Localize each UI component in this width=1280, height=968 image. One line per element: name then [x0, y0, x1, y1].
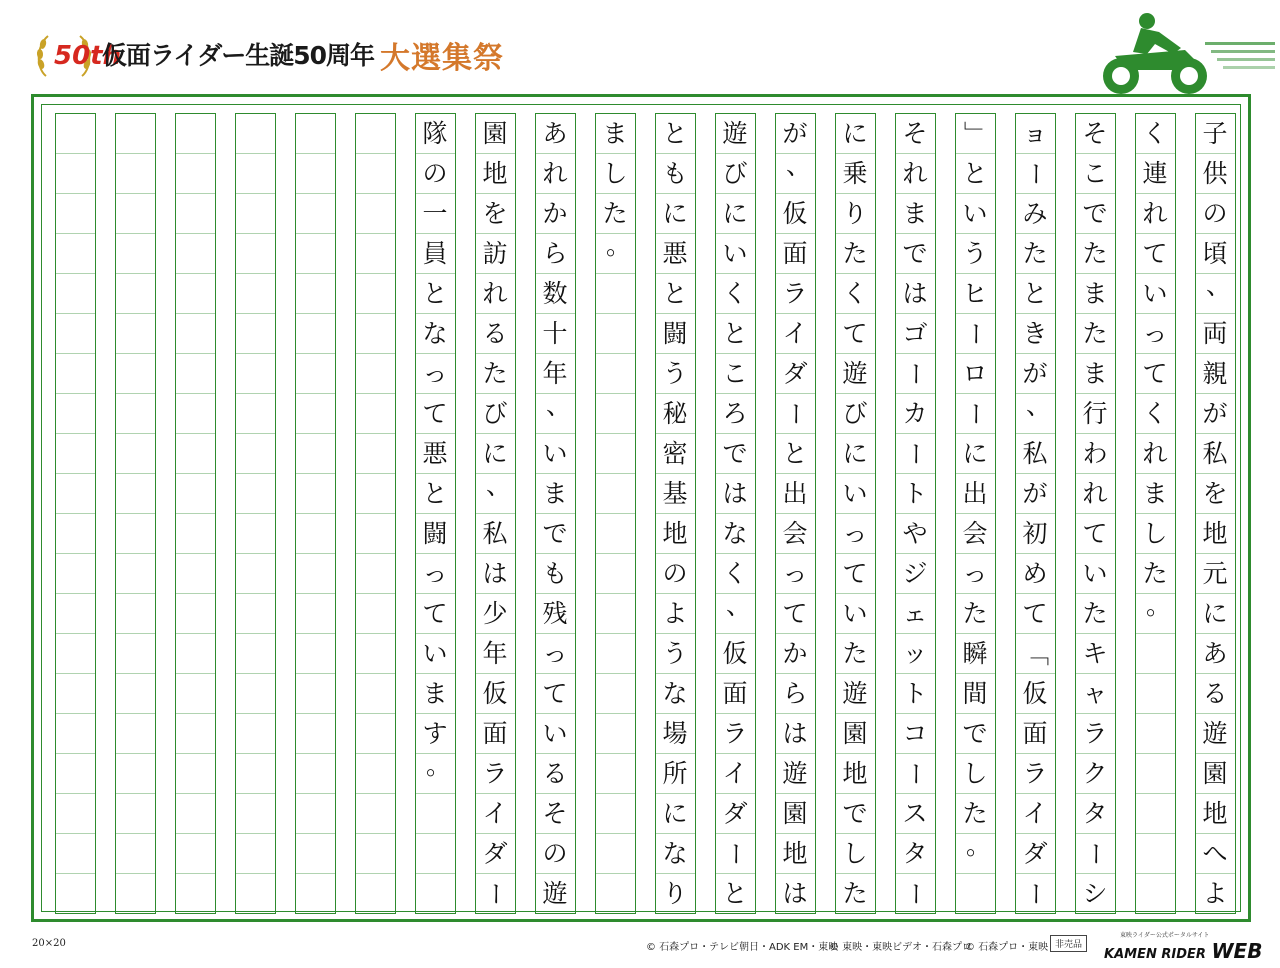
manuscript-character: 地 [1202, 518, 1228, 548]
manuscript-character: 仮 [722, 638, 748, 668]
manuscript-character: れ [482, 278, 508, 308]
manuscript-character: わ [1082, 438, 1108, 468]
manuscript-character: が [1022, 478, 1048, 508]
manuscript-character: れ [1082, 478, 1108, 508]
manuscript-column [835, 113, 875, 913]
manuscript-character: ー [1020, 160, 1050, 186]
manuscript-character: イ [722, 758, 748, 788]
manuscript-character: っ [422, 358, 448, 388]
manuscript-character: り [662, 878, 688, 908]
rider-motorcycle-illustration [1085, 8, 1275, 98]
manuscript-character: 連 [1142, 158, 1168, 188]
manuscript-character: た [482, 358, 508, 388]
manuscript-character: い [722, 238, 748, 268]
manuscript-character: 闘 [662, 318, 688, 348]
manuscript-character: の [542, 838, 568, 868]
manuscript-character: は [482, 558, 508, 588]
manuscript-character: ャ [1082, 678, 1108, 708]
manuscript-character: の [662, 558, 688, 588]
manuscript-character: イ [782, 318, 808, 348]
manuscript-character: で [902, 238, 928, 268]
manuscript-character: も [662, 158, 688, 188]
manuscript-character: ー [900, 760, 930, 786]
page-subtitle: 大選集祭 [380, 41, 504, 76]
manuscript-character: 遊 [842, 678, 868, 708]
manuscript-character: か [782, 638, 808, 668]
manuscript-character: タ [902, 838, 928, 868]
manuscript-character: と [422, 478, 448, 508]
manuscript-character: ー [960, 320, 990, 346]
manuscript-character: な [662, 678, 688, 708]
manuscript-character: て [422, 398, 448, 428]
manuscript-character: な [422, 318, 448, 348]
manuscript-character: と [782, 438, 808, 468]
manuscript-character: に [722, 198, 748, 228]
manuscript-character: の [422, 158, 448, 188]
manuscript-character: と [662, 118, 688, 148]
grid-column [116, 114, 156, 914]
manuscript-character: を [1202, 478, 1228, 508]
manuscript-character: っ [962, 558, 988, 588]
manuscript-character: や [902, 518, 928, 548]
manuscript-character: 仮 [1022, 678, 1048, 708]
copyright-credit-1: © 石森プロ・テレビ朝日・ADK EM・東映 [646, 942, 839, 953]
manuscript-character: ダ [482, 838, 508, 868]
manuscript-character: は [782, 718, 808, 748]
manuscript-character: び [482, 398, 508, 428]
manuscript-character: ク [1082, 758, 1108, 788]
manuscript-character: ー [900, 880, 930, 906]
manuscript-character: り [842, 198, 868, 228]
manuscript-character: ー [900, 440, 930, 466]
manuscript-grid [42, 105, 1242, 913]
grid-size-label: 20×20 [32, 938, 66, 949]
manuscript-character: ー [480, 880, 510, 906]
manuscript-character: て [842, 318, 868, 348]
manuscript-character: す [422, 718, 448, 748]
manuscript-character: び [842, 398, 868, 428]
brand-name: KAMEN RIDER [1104, 947, 1206, 962]
manuscript-character: 隊 [422, 118, 448, 148]
emblem-text: 50th [54, 41, 122, 71]
manuscript-character: 「 [1020, 640, 1050, 666]
manuscript-character: る [482, 318, 508, 348]
manuscript-character: な [722, 518, 748, 548]
manuscript-character: 初 [1022, 518, 1048, 548]
manuscript-character: カ [902, 398, 928, 428]
manuscript-character: 」 [960, 120, 990, 146]
not-for-sale-badge: 非売品 [1050, 935, 1087, 952]
manuscript-character: そ [542, 798, 568, 828]
manuscript-character: 少 [482, 598, 508, 628]
manuscript-character: ー [720, 840, 750, 866]
manuscript-character: 。 [425, 751, 451, 780]
manuscript-character: 瞬 [962, 638, 988, 668]
manuscript-character: い [1142, 278, 1168, 308]
manuscript-column [1135, 113, 1175, 913]
manuscript-character: ま [1142, 478, 1168, 508]
manuscript-character: 、 [1205, 271, 1231, 300]
manuscript-character: て [422, 598, 448, 628]
manuscript-character: れ [902, 158, 928, 188]
brand-web: WEB [1211, 939, 1263, 963]
manuscript-character: 一 [422, 198, 448, 228]
manuscript-character: 、 [785, 151, 811, 180]
manuscript-character: に [962, 438, 988, 468]
manuscript-character: い [842, 598, 868, 628]
manuscript-character: う [962, 238, 988, 268]
manuscript-character: ま [422, 678, 448, 708]
manuscript-character: っ [1142, 318, 1168, 348]
manuscript-character: 私 [1202, 438, 1228, 468]
manuscript-character: 場 [662, 718, 688, 748]
manuscript-character: た [842, 638, 868, 668]
manuscript-character: ト [902, 478, 928, 508]
manuscript-character: 子 [1202, 118, 1228, 148]
manuscript-character: れ [542, 158, 568, 188]
manuscript-character: 園 [482, 118, 508, 148]
manuscript-character: が [782, 118, 808, 148]
manuscript-character: イ [482, 798, 508, 828]
manuscript-character: ー [1080, 840, 1110, 866]
manuscript-character: と [662, 278, 688, 308]
manuscript-character: ラ [482, 758, 508, 788]
manuscript-character: ま [542, 478, 568, 508]
page-footer [0, 928, 1280, 968]
manuscript-character: た [602, 198, 628, 228]
manuscript-character: っ [542, 638, 568, 668]
manuscript-character: ョ [1022, 118, 1048, 148]
manuscript-character: が [1202, 398, 1228, 428]
manuscript-character: ま [602, 118, 628, 148]
manuscript-character: と [962, 158, 988, 188]
manuscript-character: い [842, 478, 868, 508]
manuscript-character: と [1022, 278, 1048, 308]
manuscript-column [415, 113, 455, 913]
manuscript-character: 園 [782, 798, 808, 828]
manuscript-column [1075, 113, 1115, 913]
manuscript-character: コ [902, 718, 928, 748]
manuscript-character: ま [1082, 358, 1108, 388]
copyright-credit-2: © 東映・東映ビデオ・石森プロ [829, 942, 972, 953]
page-title: 仮面ライダー生誕50周年 [102, 41, 375, 70]
manuscript-character: 秘 [662, 398, 688, 428]
manuscript-character: 元 [1202, 558, 1228, 588]
manuscript-character: 基 [662, 478, 688, 508]
manuscript-character: し [842, 838, 868, 868]
manuscript-character: い [1082, 558, 1108, 588]
manuscript-character: か [542, 198, 568, 228]
manuscript-character: 訪 [482, 238, 508, 268]
manuscript-character: 、 [1025, 391, 1051, 420]
manuscript-column [715, 113, 755, 913]
manuscript-paper [31, 94, 1251, 922]
grid-column [176, 114, 216, 914]
manuscript-character: 。 [1145, 591, 1171, 620]
manuscript-character: と [422, 278, 448, 308]
copyright-credit-3: © 石森プロ・東映 [965, 942, 1049, 953]
manuscript-character: 出 [782, 478, 808, 508]
manuscript-character: い [542, 718, 568, 748]
manuscript-character: 仮 [782, 198, 808, 228]
manuscript-character: ェ [902, 598, 928, 628]
grid-column [296, 114, 336, 914]
manuscript-character: 地 [662, 518, 688, 548]
kamen-rider-web-logo [1104, 930, 1262, 963]
manuscript-character: た [1082, 238, 1108, 268]
manuscript-character: 悪 [422, 438, 448, 468]
manuscript-character: 行 [1082, 398, 1108, 428]
manuscript-character: も [542, 558, 568, 588]
manuscript-character: ダ [722, 798, 748, 828]
manuscript-character: く [842, 278, 868, 308]
manuscript-character: 。 [605, 231, 631, 260]
manuscript-character: ー [780, 400, 810, 426]
manuscript-character: あ [1202, 638, 1228, 668]
manuscript-character: 園 [1202, 758, 1228, 788]
manuscript-column [895, 113, 935, 913]
manuscript-character: 仮 [482, 678, 508, 708]
manuscript-character: 遊 [842, 358, 868, 388]
manuscript-character: ー [960, 400, 990, 426]
manuscript-character: 数 [542, 278, 568, 308]
manuscript-character: 遊 [722, 118, 748, 148]
manuscript-column [595, 113, 635, 913]
manuscript-character: 面 [1022, 718, 1048, 748]
manuscript-character: そ [1082, 118, 1108, 148]
manuscript-character: 親 [1202, 358, 1228, 388]
manuscript-character: ラ [1082, 718, 1108, 748]
manuscript-character: 闘 [422, 518, 448, 548]
manuscript-character: に [842, 118, 868, 148]
manuscript-character: い [542, 438, 568, 468]
manuscript-character: 、 [485, 471, 511, 500]
manuscript-character: ダ [1022, 838, 1048, 868]
manuscript-character: 所 [662, 758, 688, 788]
manuscript-character: る [1202, 678, 1228, 708]
manuscript-character: 十 [542, 318, 568, 348]
manuscript-character: い [962, 198, 988, 228]
manuscript-character: で [962, 718, 988, 748]
manuscript-character: た [962, 598, 988, 628]
manuscript-character: ト [902, 678, 928, 708]
manuscript-character: て [782, 598, 808, 628]
manuscript-character: に [842, 438, 868, 468]
manuscript-character: よ [662, 598, 688, 628]
manuscript-character: く [1142, 118, 1168, 148]
manuscript-character: ー [900, 360, 930, 386]
manuscript-character: が [1022, 358, 1048, 388]
manuscript-character: イ [1022, 798, 1048, 828]
manuscript-character: 残 [542, 598, 568, 628]
manuscript-character: 。 [965, 831, 991, 860]
manuscript-character: ろ [722, 398, 748, 428]
grid-column [236, 114, 276, 914]
manuscript-character: た [1022, 238, 1048, 268]
manuscript-character: う [662, 358, 688, 388]
manuscript-character: 地 [1202, 798, 1228, 828]
manuscript-column [775, 113, 815, 913]
manuscript-character: タ [1082, 798, 1108, 828]
manuscript-character: た [1082, 598, 1108, 628]
manuscript-character: 悪 [662, 238, 688, 268]
manuscript-character: て [1022, 598, 1048, 628]
manuscript-character: て [842, 558, 868, 588]
manuscript-character: ヒ [962, 278, 988, 308]
manuscript-character: ラ [1022, 758, 1048, 788]
manuscript-character: た [842, 878, 868, 908]
manuscript-column [1015, 113, 1055, 913]
manuscript-character: 出 [962, 478, 988, 508]
manuscript-character: 面 [782, 238, 808, 268]
manuscript-character: 面 [482, 718, 508, 748]
manuscript-character: 地 [782, 838, 808, 868]
manuscript-character: よ [1202, 878, 1228, 908]
manuscript-character: な [662, 838, 688, 868]
manuscript-character: み [1022, 198, 1048, 228]
manuscript-character: て [542, 678, 568, 708]
manuscript-character: 私 [1022, 438, 1048, 468]
manuscript-character: っ [842, 518, 868, 548]
manuscript-character: 、 [725, 591, 751, 620]
manuscript-character: ら [542, 238, 568, 268]
manuscript-character: 私 [482, 518, 508, 548]
manuscript-character: で [1082, 198, 1108, 228]
manuscript-character: ッ [902, 638, 928, 668]
manuscript-character: 間 [962, 678, 988, 708]
manuscript-column [655, 113, 695, 913]
manuscript-character: で [842, 798, 868, 828]
manuscript-character: 乗 [842, 158, 868, 188]
manuscript-character: 供 [1202, 158, 1228, 188]
manuscript-character: 年 [542, 358, 568, 388]
manuscript-character: 遊 [542, 878, 568, 908]
manuscript-character: く [722, 558, 748, 588]
anniversary-50th-emblem [32, 24, 122, 88]
manuscript-character: た [962, 798, 988, 828]
manuscript-character: シ [1082, 878, 1108, 908]
manuscript-character: と [722, 878, 748, 908]
manuscript-character: し [1142, 518, 1168, 548]
manuscript-character: に [482, 438, 508, 468]
manuscript-character: の [1202, 198, 1228, 228]
manuscript-character: に [1202, 598, 1228, 628]
manuscript-character: て [1142, 358, 1168, 388]
manuscript-character: っ [422, 558, 448, 588]
manuscript-character: 面 [722, 678, 748, 708]
manuscript-character: を [482, 198, 508, 228]
manuscript-character: ら [782, 678, 808, 708]
manuscript-character: こ [1082, 158, 1108, 188]
manuscript-character: は [902, 278, 928, 308]
manuscript-character: 会 [962, 518, 988, 548]
manuscript-character: ま [902, 198, 928, 228]
manuscript-character: は [782, 878, 808, 908]
manuscript-character: た [842, 238, 868, 268]
manuscript-character: 両 [1202, 318, 1228, 348]
manuscript-character: き [1022, 318, 1048, 348]
manuscript-character: 地 [842, 758, 868, 788]
manuscript-character: 密 [662, 438, 688, 468]
manuscript-character: ラ [722, 718, 748, 748]
manuscript-character: 地 [482, 158, 508, 188]
manuscript-character: れ [1142, 438, 1168, 468]
manuscript-character: ロ [962, 358, 988, 388]
manuscript-character: キ [1082, 638, 1108, 668]
manuscript-character: る [542, 758, 568, 788]
manuscript-character: し [602, 158, 628, 188]
manuscript-character: 会 [782, 518, 808, 548]
manuscript-column [1195, 113, 1235, 913]
grid-column [56, 114, 96, 914]
manuscript-character: 園 [842, 718, 868, 748]
manuscript-column [535, 113, 575, 913]
page-header [0, 0, 1280, 92]
manuscript-character: び [722, 158, 748, 188]
manuscript-character: に [662, 798, 688, 828]
manuscript-character: ー [1020, 880, 1050, 906]
manuscript-character: て [1082, 518, 1108, 548]
manuscript-character: ラ [782, 278, 808, 308]
manuscript-character: に [662, 198, 688, 228]
manuscript-character: め [1022, 558, 1048, 588]
manuscript-character: 年 [482, 638, 508, 668]
manuscript-character: し [962, 758, 988, 788]
manuscript-character: た [1142, 558, 1168, 588]
manuscript-column [475, 113, 515, 913]
manuscript-character: こ [722, 358, 748, 388]
manuscript-character: っ [782, 558, 808, 588]
manuscript-character: は [722, 478, 748, 508]
manuscript-character: と [722, 318, 748, 348]
manuscript-character: 員 [422, 238, 448, 268]
manuscript-character: 遊 [1202, 718, 1228, 748]
brand-tagline: 東映ライダー公式ポータルサイト [1120, 932, 1210, 939]
manuscript-character: い [422, 638, 448, 668]
manuscript-character: ま [1082, 278, 1108, 308]
manuscript-character: で [542, 518, 568, 548]
manuscript-character: ゴ [902, 318, 928, 348]
manuscript-character: 、 [545, 391, 571, 420]
manuscript-character: ダ [782, 358, 808, 388]
manuscript-character: く [1142, 398, 1168, 428]
manuscript-character: あ [542, 118, 568, 148]
manuscript-character: て [1142, 238, 1168, 268]
manuscript-character: 遊 [782, 758, 808, 788]
manuscript-character: へ [1202, 838, 1228, 868]
grid-column [356, 114, 396, 914]
manuscript-character: ス [902, 798, 928, 828]
manuscript-character: れ [1142, 198, 1168, 228]
manuscript-character: た [1082, 318, 1108, 348]
manuscript-character: で [722, 438, 748, 468]
manuscript-character: く [722, 278, 748, 308]
manuscript-grid-area [41, 104, 1241, 912]
manuscript-character: ジ [902, 558, 928, 588]
manuscript-character: う [662, 638, 688, 668]
manuscript-character: 頃 [1202, 238, 1228, 268]
manuscript-column [955, 113, 995, 913]
manuscript-character: そ [902, 118, 928, 148]
